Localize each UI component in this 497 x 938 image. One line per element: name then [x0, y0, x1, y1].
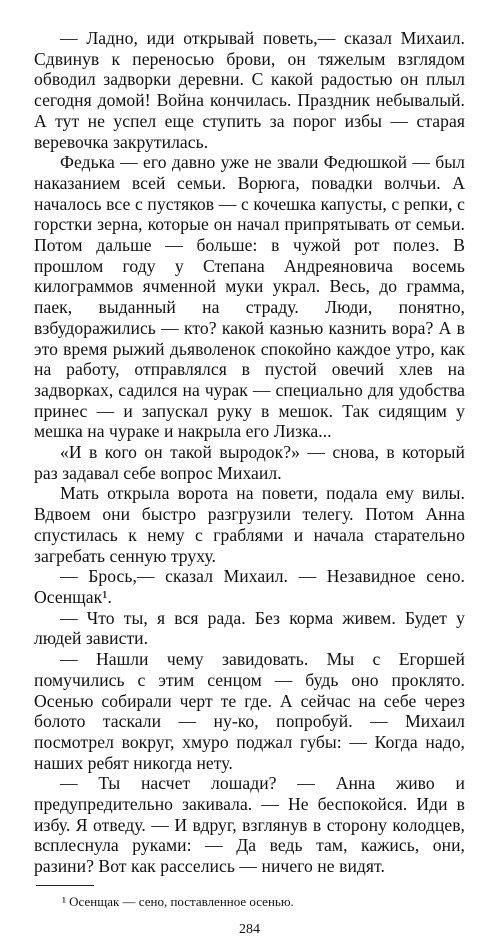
- paragraph: Федька — его давно уже не звали Федюшкой — был наказанием всей семьи. Ворюга, повадки волчьи. А началось все с пустяков — с кочешка капусты, с репки, с горстки зерна, которые он начал припрятывать от семьи. Потом дальше — больше: в чужой рот полез. В прошлом году у Степана Андреяновича восемь килограммов ячменной муки украл. Весь, до грамма, паек, выданный на страду. Люди, понятно, взбудоражились — кто? какой казнью казнить вора? А в это время рыжий дьяволенок спокойно каждое утро, как на работу, отправлялся в пустой овечий хлев на задворках, садился на чурак — специально для удобства принес — и запускал руку в мешок. Так сидящим у мешка на чураке и накрыла его Лизка...: [34, 152, 465, 442]
- paragraph: — Что ты, я вся рада. Без корма живем. Будет у людей зависти.: [34, 607, 465, 649]
- footnote-separator: [36, 885, 94, 886]
- paragraph: «И в кого он такой выродок?» — снова, в который раз задавал себе вопрос Михаил.: [34, 442, 465, 483]
- page-number: 284: [239, 921, 260, 937]
- paragraph: Мать открыла ворота на повети, подала ему вилы. Вдвоем они быстро разгрузили телегу. Потом Анна спустилась к нему с граблями и начала старательно загребать сенную труху.: [34, 483, 465, 566]
- footnote: ¹ Осенщак — сено, поставленное осенью.: [62, 893, 294, 909]
- body-text: [34, 28, 465, 877]
- paragraph: — Брось,— сказал Михаил. — Незавидное сено. Осенщак¹.: [34, 566, 465, 607]
- paragraph: — Нашли чему завидовать. Мы с Егоршей помучились с этим сенцом — будь оно проклято. Осенью собирали черт те где. А сейчас на себе через болото таскали — ну-ко, попробуй. — Михаил посмотрел вокруг, хмуро поджал губы: — Когда надо, наших ребят никогда нету.: [34, 649, 465, 773]
- paragraph: — Ты насчет лошади? — Анна живо и предупредительно закивала. — Не беспокойся. Иди в избу. Я отведу. — И вдруг, взглянув в сторону колодцев, всплеснула руками: — Да ведь там, кажись, они, разини? Вот как расселись — ничего не видят.: [34, 773, 465, 877]
- paragraph: — Ладно, иди открывай поветь,— сказал Михаил. Сдвинув к переносью брови, он тяжелым взглядом обводил задворки деревни. С какой радостью он плыл сегодня домой! Война кончилась. Праздник небывалый. А тут не успел еще ступить за порог избы — старая веревочка закрутилась.: [34, 28, 465, 152]
